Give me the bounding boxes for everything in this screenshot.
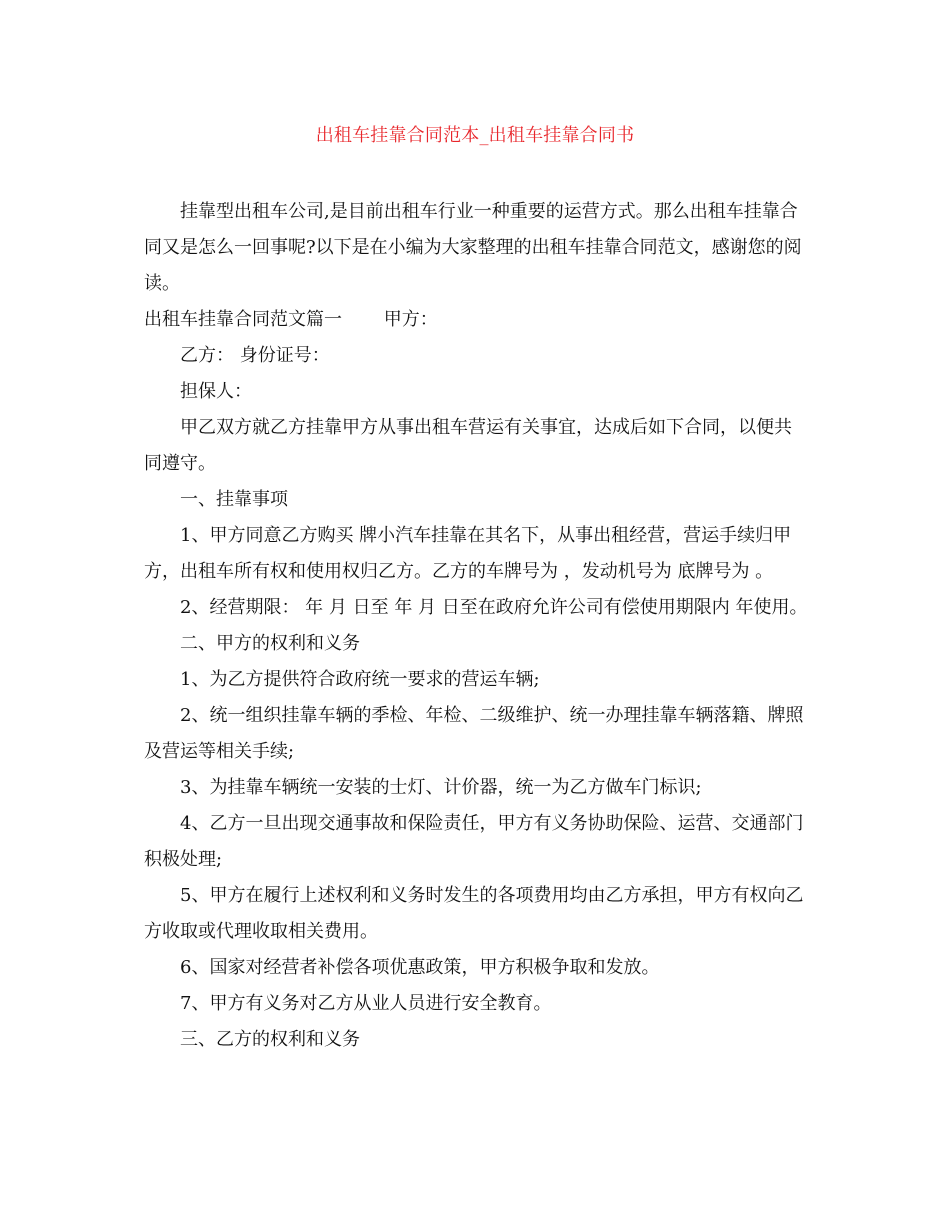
paragraph-clause-2-7: 7、甲方有义务对乙方从业人员进行安全教育。	[180, 993, 552, 1014]
paragraph-clause-1-2: 2、经营期限： 年 月 日至 年 月 日至在政府允许公司有偿使用期限内 年使用。	[180, 597, 808, 618]
paragraph-clause-2-6: 6、国家对经营者补偿各项优惠政策，甲方积极争取和发放。	[180, 957, 660, 978]
paragraph-intro: 挂靠型出租车公司,是目前出租车行业一种重要的运营方式。那么出租车挂靠合同又是怎么一回事呢?以下是在小编为大家整理的出租车挂靠合同范文，感谢您的阅读。	[144, 201, 802, 294]
paragraph-party-b: 乙方： 身份证号：	[180, 345, 330, 366]
paragraph-clause-2-4: 4、乙方一旦出现交通事故和保险责任，甲方有义务协助保险、运营、交通部门积极处理;	[144, 813, 804, 870]
heading-section-2: 二、甲方的权利和义务	[180, 633, 360, 654]
paragraph-clause-1-1: 1、甲方同意乙方购买 牌小汽车挂靠在其名下，从事出租经营，营运手续归甲方，出租车所有权和使用权归乙方。乙方的车牌号为 ，发动机号为 底牌号为 。	[144, 525, 792, 582]
paragraph-clause-2-3: 3、为挂靠车辆统一安装的士灯、计价器，统一为乙方做车门标识;	[180, 777, 702, 798]
paragraph-clause-2-5: 5、甲方在履行上述权利和义务时发生的各项费用均由乙方承担，甲方有权向乙方收取或代理收取相关费用。	[144, 885, 804, 942]
paragraph-clause-2-1: 1、为乙方提供符合政府统一要求的营运车辆;	[180, 669, 540, 690]
paragraph-agreement-preamble: 甲乙双方就乙方挂靠甲方从事出租车营运有关事宜，达成后如下合同，以便共同遵守。	[144, 417, 792, 474]
heading-section-1: 一、挂靠事项	[180, 489, 288, 510]
paragraph-section-heading-party-a: 出租车挂靠合同范文篇一 甲方：	[144, 309, 438, 330]
heading-section-3: 三、乙方的权利和义务	[180, 1029, 360, 1050]
paragraph-guarantor: 担保人：	[180, 381, 252, 402]
document-body	[144, 194, 808, 1058]
document-title: 出租车挂靠合同范本_出租车挂靠合同书	[315, 125, 635, 146]
paragraph-clause-2-2: 2、统一组织挂靠车辆的季检、年检、二级维护、统一办理挂靠车辆落籍、牌照及营运等相关手续;	[144, 705, 804, 762]
